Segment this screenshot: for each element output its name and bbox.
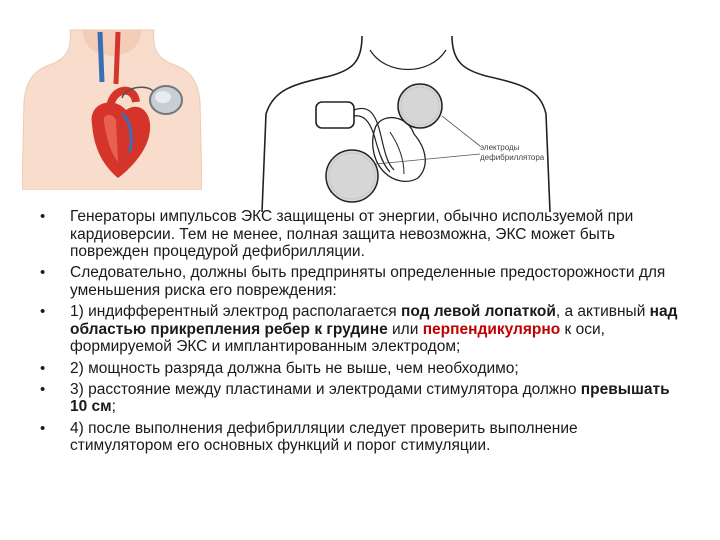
bullet-text-4: 2) мощность разряда должна быть не выше, чем необходимо;	[70, 359, 519, 377]
pacemaker-device	[150, 86, 182, 114]
bullet-text-6: 4) после выполнения дефибрилляции следует проверить выполнение стимулятором его основных функций и порог стимуляции.	[70, 419, 578, 455]
bullet-item-3	[40, 303, 680, 356]
body-outline-right	[452, 36, 550, 212]
bullet-text-3-bold-scapula: под левой лопаткой	[400, 303, 556, 321]
bullet-text-3b: , а активный	[555, 303, 650, 321]
bullet-text-3-red-perpendicular: перпендикулярно	[422, 320, 561, 338]
paddle-lower-left	[326, 150, 378, 202]
electrodes-label-line1: электроды	[480, 143, 520, 152]
label-pointer-upper	[442, 116, 480, 146]
bullet-item-1	[40, 208, 680, 261]
paddle-upper-right	[398, 84, 442, 128]
vessel-carotid	[116, 32, 118, 84]
bullet-text-2: Следовательно, должны быть предприняты определенные предосторожности для уменьшения риска его повреждения:	[70, 264, 666, 299]
torso-heart-illustration	[22, 22, 202, 190]
bullet-item-6	[40, 420, 680, 455]
bullet-text-1: Генераторы импульсов ЭКС защищены от энергии, обычно используемой при кардиоверсии. Тем не менее, полная защита невозможна, ЭКС может быть поврежден процедурой дефибрилляции.	[70, 208, 634, 261]
neck-curve	[370, 50, 446, 70]
electrodes-label-line2: дефибриллятора	[480, 153, 545, 162]
bullet-text-3a: 1) индифферентный электрод располагается	[70, 303, 401, 321]
bullet-text-3c: или	[387, 320, 423, 338]
bullet-item-2	[40, 264, 680, 299]
bullet-text-3-bold-sternum: над областью прикрепления ребер к грудине	[70, 303, 678, 338]
chest-defibrillation-diagram	[258, 36, 598, 212]
bullet-item-5	[40, 381, 680, 416]
bullet-text-5-bold-distance: превышать 10 см	[70, 380, 670, 416]
bullet-list	[40, 208, 680, 458]
pacemaker-box	[316, 102, 354, 128]
bullet-text-5a: 3) расстояние между пластинами и электродами стимулятора должно	[70, 380, 581, 398]
vessel-jugular	[100, 32, 102, 82]
bullet-text-5b: ;	[111, 398, 116, 416]
bullet-text-3d: к оси, формируемой ЭКС и имплантированным электродом;	[70, 320, 605, 356]
bullet-item-4	[40, 360, 680, 378]
label-pointer-lower	[376, 154, 480, 164]
